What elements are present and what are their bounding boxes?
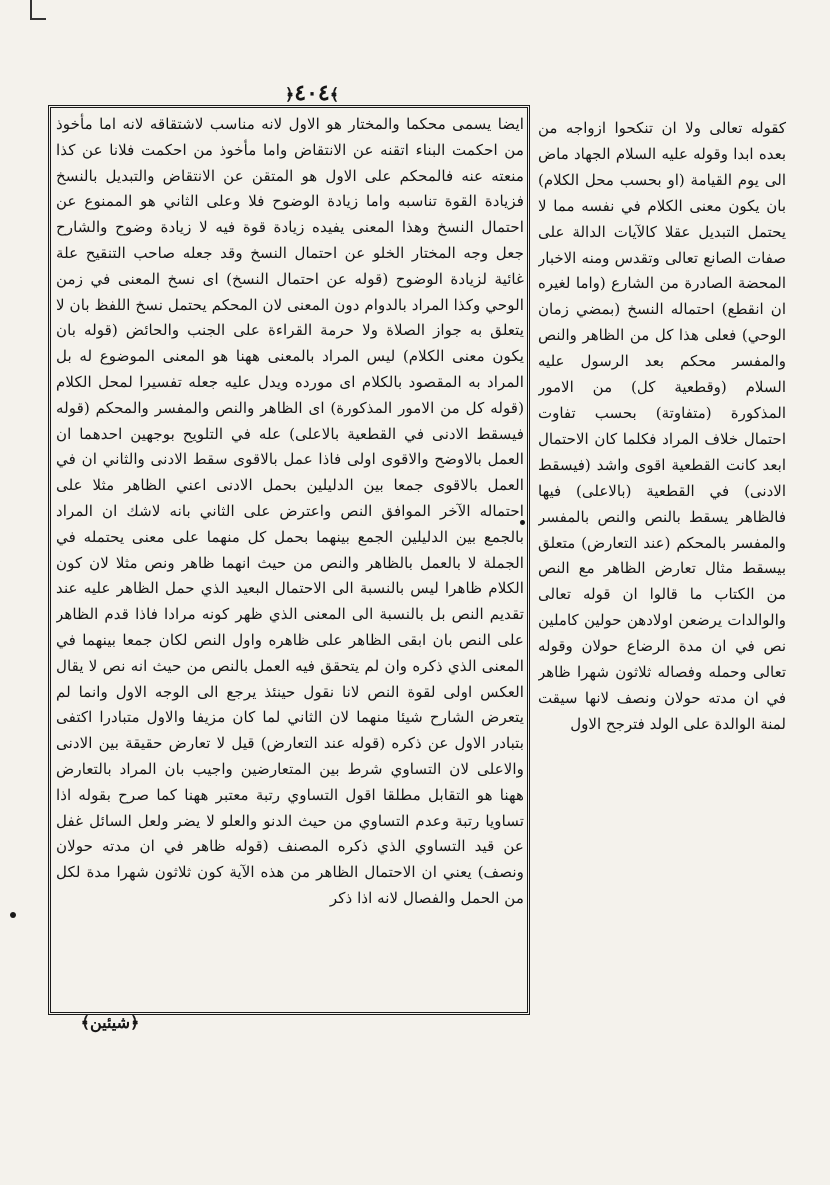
margin-paragraph: كقوله تعالى ولا ان تنكحوا ازواجه من بعده ابدا وقوله عليه السلام الجهاد ماض الى يوم القيامة (او بحسب محل الكلام) بان يكون معنى الكلام في نفسه مما لا يحتمل التبديل عقلا كالآيات الدالة على صفات الصانع تعالى وتقدس ومنه الاخبار المحضة الصادرة من الشارع (واما لغيره ان انقطع) احتماله النسخ (بمضي زمان الوحي) فعلى هذا كل من الظاهر والنص والمفسر محكم بعد الرسول عليه السلام (وقطعية كل) من الامور المذكورة (متفاوتة) بحسب تفاوت احتمال خلاف المراد فكلما كان الاحتمال ابعد كانت القطعية اقوى واشد (فيسقط الادنى) في القطعية (بالاعلى) فيها فالظاهر يسقط بالنص والنص بالمفسر والمفسر بالمحكم (عند التعارض) متعلق بيسقط مثال تعارض الظاهر مع النص من الكتاب ما قالوا ان قوله تعالى والوالدات يرضعن اولادهن حولين كاملين نص في ان مدة الرضاع حولان وقوله تعالى وحمله وفصاله ثلاثون شهرا ظاهر في ان مدته حولان ونصف لانها سيقت لمنة الوالدة على الولد فترجح الاول (538, 119, 786, 733)
page-number (262, 80, 362, 106)
main-commentary-text (56, 112, 524, 1008)
bullet-mark (520, 520, 525, 525)
page-number-value: ٤٠٤ (294, 80, 330, 106)
catchword: ﴿شيئين﴾ (80, 1013, 140, 1032)
main-paragraph: ايضا يسمى محكما والمختار هو الاول لانه مناسب لاشتقاقه لانه اما مأخوذ من احكمت البناء اتقنه عن الانتقاض واما مأخوذ من احكمت فلانا عن كذا منعته عنه فالمحكم على الاول هو المتقن عن الانتقاض والتبديل بالنسخ فزيادة القوة تناسبه واما زيادة الوضوح فلا وعلى الثاني هو الممنوع عن احتمال النسخ وهذا المعنى يفيده زيادة قوة فيه لا زيادة وضوح والشارح جعل وجه المختار الخلو عن احتمال النسخ وقد جعله صاحب التنقيح علة غائية لزيادة الوضوح (قوله عن احتمال النسخ) اى نسخ المعنى في زمن الوحي وكذا المراد بالدوام دون المعنى لان المحكم يحتمل نسخ اللفظ بان لا يتعلق به جواز الصلاة ولا حرمة القراءة على الجنب والحائض (قوله بان يكون معنى الكلام) ليس المراد بالمعنى ههنا هو المعنى الموضوع له بل المراد به المقصود بالكلام اى مورده ويدل عليه جعله تفسيرا لمحل الكلام (قوله كل من الامور المذكورة) اى الظاهر والنص والمفسر والمحكم (قوله فيسقط الادنى في القطعية بالاعلى) عله في التلويح بوجهين احدهما ان العمل بالاوضح والاقوى اولى فاذا عمل بالاقوى سقط الادنى والثاني ان في العمل بالاقوى جمعا بين الدليلين بحمل الادنى اعني الظاهر مثلا على احتماله الآخر الموافق النص واعترض على الثاني بانه لاشك ان المراد بالجمع بين الدليلين الجمع بينهما بحمل كل منهما على معنى يحتمله في الجملة لا بالعمل بالظاهر والنص من حيث انهما ظاهر ونص مثلا لان كون الكلام ظاهرا ليس بالنسبة الى الاحتمال البعيد الذي حمل الظاهر عليه عند تقديم النص بل بالنسبة الى المعنى الذي ظهر كونه مرادا فاذا قدم الظاهر على النص بان ابقى الظاهر على ظاهره واول النص لكان جمعا بينهما في المعنى الذي ذكره وان لم يتحقق فيه العمل بالنص من حيث انه نص لا يقال العكس اولى لقوة النص لانا نقول حينئذ يرجع الى الوجه الاول وانما لم يتعرض الشارح شيئا منهما لان الثاني لما كان مزيفا والاول متبادرا اكتفى بتبادر الاول عن ذكره (قوله عند التعارض) قيل لا تعارض حقيقة بين الادنى والاعلى لان التساوي شرط بين المتعارضين واجيب بان المراد بالتعارض ههنا هو التقابل مطلقا اقول التساوي رتبة معتبر ههنا كما صرح بقوله اذا تساويا رتبة وعدم التساوي من حيث الدنو والعلو لا يضر ولعل السائل غفل عن قيد التساوي الذي ذكره المصنف (قوله ظاهر في ان مدته حولان ونصف) يعني ان الاحتمال الظاهر من هذه الآية كون ثلاثون شهرا مدة لكل من الحمل والفصال لانه اذا ذكر (56, 115, 524, 907)
ornament-right: ﴾ (329, 85, 340, 104)
bullet-mark-left (10, 912, 16, 918)
ornament-left: ﴿ (284, 85, 295, 104)
margin-base-text (538, 116, 786, 916)
corner-bracket-mark (30, 0, 46, 20)
